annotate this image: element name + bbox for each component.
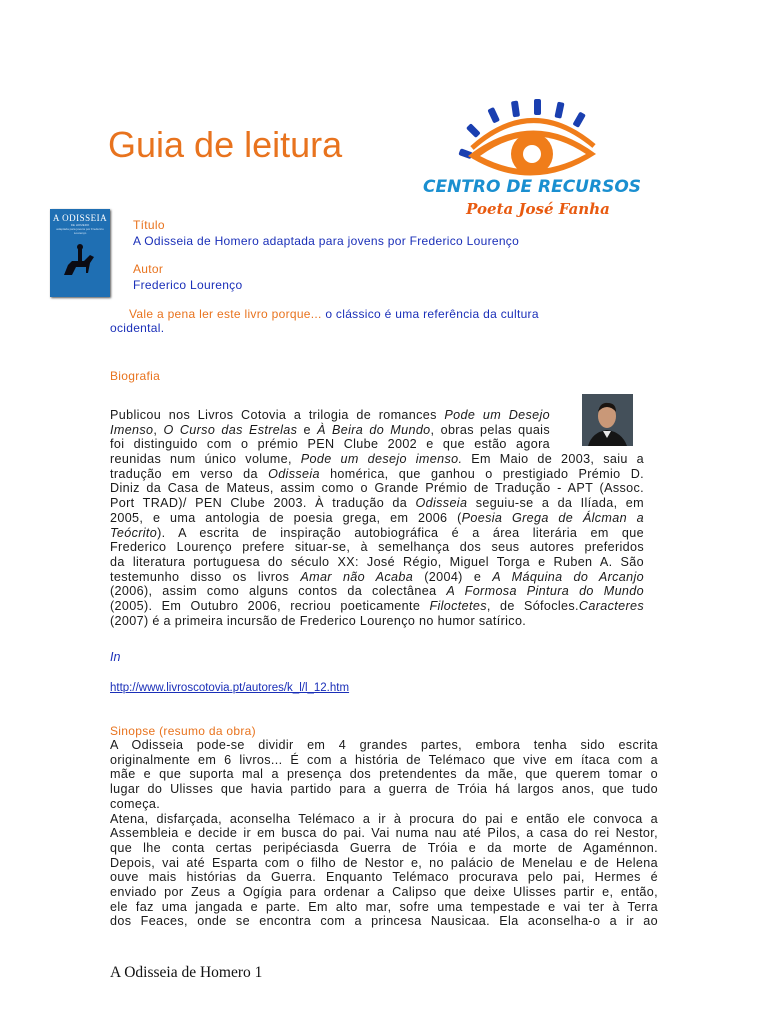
- worth-lead: Vale a pena ler este livro porque...: [129, 307, 322, 321]
- bio-lines-narrow: [110, 408, 550, 452]
- bio-text: 2005, e uma antologia de poesia grega, em 2006 (: [110, 510, 462, 525]
- synopsis-line: dos Feaces, onde se encontra com a princesa Nausicaa. Ela aconselha-o a ir ao: [110, 914, 658, 929]
- worth-reading: [129, 307, 658, 323]
- bio-text: , obras pelas quais: [430, 422, 550, 437]
- bio-text: da literatura portuguesa do século XX: José Régio, Miguel Torga e Ruben A. São: [110, 554, 644, 569]
- bio-text: testemunho disso os livros: [110, 569, 301, 584]
- bio-line: [110, 511, 644, 526]
- bio-italic: À Beira do Mundo: [317, 422, 431, 437]
- bio-text: tradução em verso da: [110, 466, 269, 481]
- synopsis-line: Atena, disfarçada, aconselha Telémaco a ir à procura do pai e então ele convoca a: [110, 811, 658, 826]
- bio-text: ). A escrita de inspiração autobiográfica é a área literária em que: [157, 525, 644, 540]
- bio-italic: Caracteres: [578, 599, 644, 614]
- bio-line: [110, 599, 644, 614]
- synopsis-line: Depois, vai até Esparta com o filho de Nestor e, no palácio de Menelau e de Helena: [110, 855, 658, 870]
- bio-line: [110, 555, 644, 570]
- page-title: Guia de leitura: [108, 124, 343, 165]
- bio-line: [110, 437, 550, 452]
- bio-italic: Amar não Acaba: [300, 569, 414, 584]
- bio-italic: Pode um desejo imenso.: [300, 452, 463, 466]
- bio-text: Diniz da Casa de Mateus, assim como o Grande Prémio de Tradução - APT (Assoc.: [110, 481, 644, 496]
- bio-line: [110, 570, 644, 585]
- synopsis-line: A Odisseia pode-se dividir em 4 grandes partes, embora tenha sido escrita: [110, 738, 658, 752]
- bio-italic: Teócrito: [110, 525, 158, 540]
- bio-italic: Imenso: [110, 422, 154, 437]
- bio-text: ,: [153, 422, 164, 437]
- horse-rider-illustration: [50, 235, 110, 285]
- synopsis-line: originalmente em 6 livros... É com a história de Telémaco que vive em ítaca com a: [110, 752, 658, 767]
- author-label: Autor: [133, 262, 164, 276]
- bio-lines-wide: [110, 452, 644, 628]
- bio-line: [110, 467, 644, 482]
- bio-text: Port TRAD)/ PEN Clube 2003. À tradução da: [110, 496, 416, 511]
- worth-text1: o clássico é uma referência da cultura: [325, 307, 539, 321]
- synopsis-line: que lhe conta certas peripéciasda Guerra de Tróia e da morte de Agaménnon.: [110, 840, 658, 855]
- bio-text: foi distinguido com o prémio PEN Clube 2002 e que estão agora: [110, 437, 550, 452]
- logo-line1: CENTRO DE RECURSOS: [422, 177, 642, 197]
- bio-text: e: [297, 422, 318, 437]
- bio-italic: Filoctetes: [429, 599, 487, 614]
- source-link[interactable]: http://www.livroscotovia.pt/autores/k_l/l_12.htm: [110, 682, 350, 694]
- cover-subtitle: DE HOMERO: [70, 223, 90, 227]
- bio-text: (2007) é a primeira incursão de Frederico Lourenço no humor satírico.: [110, 613, 527, 628]
- bio-line: [110, 526, 644, 541]
- cover-note: adaptada para jovens por Frederico Lourenço: [56, 227, 104, 235]
- bio-line: [110, 481, 644, 496]
- bio-text: Publicou nos Livros Cotovia a trilogia de romances: [110, 408, 445, 422]
- bio-line: [110, 540, 644, 555]
- author-photo: [582, 394, 633, 446]
- synopsis-line: ele faz uma jangada e parte. Em alto mar, sofre uma tempestade e vai ter à Terra: [110, 899, 658, 914]
- book-title: A Odisseia de Homero adaptada para jovens por Frederico Lourenço: [133, 234, 520, 248]
- logo-line2: Poeta José Fanha: [466, 200, 610, 218]
- bio-italic: A Formosa Pintura do Mundo: [446, 584, 644, 599]
- centro-de-recursos-logo: [422, 96, 642, 226]
- source-in-label: In: [110, 650, 121, 664]
- bio-text: (2004) e: [413, 569, 493, 584]
- book-author: Frederico Lourenço: [133, 278, 243, 292]
- book-cover-image: [50, 209, 110, 297]
- synopsis-line: Assembleia e decide ir em busca do pai. Vai numa nau até Pilos, a casa do rei Nestor,: [110, 826, 658, 841]
- bio-text: (2005). Em Outubro 2006, recriou poeticamente: [110, 599, 430, 614]
- synopsis-line: enviado por Zeus a Ogígia para ordenar a Calipso que deixe Ulisses partir e, então,: [110, 885, 658, 900]
- bio-line: [110, 584, 644, 599]
- bio-italic: Odisseia: [268, 466, 320, 481]
- bio-text: reunidas num único volume,: [110, 452, 301, 466]
- cover-title: A ODISSEIA: [52, 213, 108, 223]
- biography-heading: Biografia: [110, 369, 161, 383]
- bio-line: [110, 614, 644, 629]
- bio-line: [110, 423, 550, 438]
- title-label: Título: [133, 218, 165, 232]
- synopsis-body: [110, 738, 658, 929]
- page-footer: A Odisseia de Homero 1: [110, 964, 263, 981]
- synopsis-line: ouve mais histórias da Guerra. Enquanto Telémaco procurava pelo pai, Hermes é: [110, 870, 658, 885]
- synopsis-line: mãe e que suporta mal a presença dos pretendentes da mãe, que querem tomar o: [110, 767, 658, 782]
- bio-text: (2006), assim como alguns contos da colectânea: [110, 584, 447, 599]
- synopsis-line: lugar do Ulisses que havia partido para a guerra de Tróia há largos anos, que tudo: [110, 782, 658, 797]
- bio-line: [110, 408, 550, 423]
- bio-text: Frederico Lourenço prefere situar-se, à semelhança dos seus autores preferidos: [110, 540, 644, 555]
- bio-italic: O Curso das Estrelas: [163, 422, 298, 437]
- bio-line: [110, 452, 644, 467]
- bio-line: [110, 496, 644, 511]
- bio-text: homérica, que ganhou o prestigiado Prémio D.: [319, 466, 645, 481]
- bio-italic: Odisseia: [415, 496, 468, 511]
- bio-italic: A Máquina do Arcanjo: [492, 569, 645, 584]
- synopsis-line: começa.: [110, 796, 161, 811]
- bio-italic: Pode um Desejo: [444, 408, 550, 422]
- bio-italic: Poesia Grega de Álcman a: [461, 510, 644, 525]
- bio-text: Em Maio de 2003, saiu a: [462, 452, 644, 466]
- worth-text2: ocidental.: [110, 321, 165, 335]
- synopsis-heading: Sinopse (resumo da obra): [110, 724, 256, 738]
- bio-text: seguiu-se a da Ilíada, em: [467, 496, 644, 511]
- bio-text: , de Sófocles.: [486, 599, 579, 614]
